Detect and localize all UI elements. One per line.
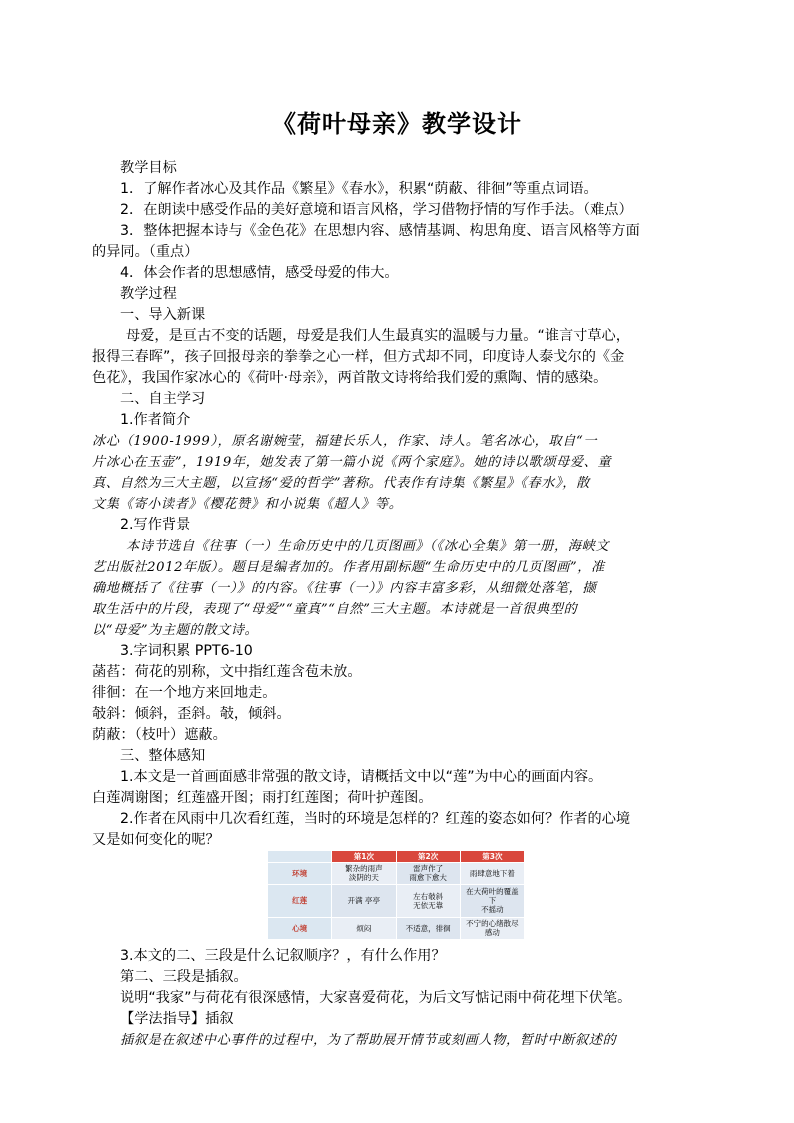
paragraph-line: 第二、三段是插叙。	[120, 969, 248, 985]
subsection-heading: 2.写作背景	[120, 517, 191, 533]
table-header-cell	[268, 851, 332, 863]
paragraph-line: 3.本文的二、三段是什么记叙顺序？，有什么作用？	[120, 948, 446, 964]
section-heading: 二、自主学习	[120, 391, 206, 407]
paragraph-line: 取生活中的片段，表现了“母爱”“童真”“自然”三大主题。本诗就是一首很典型的	[92, 602, 578, 617]
paragraph-line: 文集《寄小读者》《樱花赞》和小说集《超人》等。	[92, 497, 403, 512]
table-cell: 雨肆意地下着	[460, 862, 524, 884]
table-cell: 不宁的心绪散尽 感动	[460, 917, 524, 939]
vocab-line: 攲斜：倾斜，歪斜。攲，倾斜。	[92, 706, 291, 722]
paragraph-line: 2．在朗读中感受作品的美好意境和语言风格，学习借物抒情的写作手法。（难点）	[120, 202, 633, 218]
table-cell: 左右攲斜 无依无靠	[396, 884, 460, 917]
table-row	[268, 862, 525, 884]
paragraph-line: 冰心（1900-1999），原名谢婉莹，福建长乐人，作家、诗人。笔名冰心，取自“一	[92, 434, 598, 449]
table-row-label: 红莲	[268, 884, 332, 917]
vocab-line: 荫蔽：（枝叶）遮蔽。	[92, 727, 227, 743]
paragraph-line: 4．体会作者的思想感情，感受母爱的伟大。	[120, 265, 399, 281]
table-row-label: 环境	[268, 862, 332, 884]
red-lotus-table	[267, 850, 525, 940]
paragraph-line: 色花》，我国作家冰心的《荷叶·母亲》，两首散文诗将给我们爱的熏陶、情的感染。	[92, 370, 608, 386]
paragraph-line: 又是如何变化的呢？	[92, 832, 220, 848]
paragraph-line: 片冰心在玉壶”，1919年，她发表了第一篇小说《两个家庭》。她的诗以歌颂母爱、童	[92, 455, 612, 470]
section-heading: 三、整体感知	[120, 748, 206, 764]
vocab-line: 菡萏：荷花的别称，文中指红莲含苞未放。	[92, 664, 362, 680]
subsection-heading: 1.作者简介	[120, 412, 191, 428]
paragraph-line: 确地概括了《往事（一）》的内容。《往事（一）》内容丰富多彩，从细微处落笔，撷	[92, 581, 597, 596]
table-header-cell: 第1次	[332, 851, 396, 863]
section-heading: 教学目标	[120, 160, 177, 176]
table-row-label: 心境	[268, 917, 332, 939]
table-cell: 雷声作了 雨愈下愈大	[396, 862, 460, 884]
document-title: 《荷叶母亲》教学设计	[272, 110, 522, 138]
vocab-line: 徘徊：在一个地方来回地走。	[92, 685, 277, 701]
table-cell: 在大荷叶的覆盖下 不摇动	[460, 884, 524, 917]
paragraph-line: 1．了解作者冰心及其作品《繁星》《春水》，积累“荫蔽、徘徊”等重点词语。	[120, 181, 598, 197]
paragraph-line: 本诗节选自《往事（一）生命历史中的几页图画》（《冰心全集》第一册，海峡文	[126, 539, 610, 554]
paragraph-line: 白莲凋谢图；红莲盛开图；雨打红莲图；荷叶护莲图。	[92, 790, 433, 806]
paragraph-line: 2.作者在风雨中几次看红莲，当时的环境是怎样的？红莲的姿态如何？作者的心境	[120, 811, 631, 827]
table-row	[268, 917, 525, 939]
table-cell: 烦闷	[332, 917, 396, 939]
table-header-cell: 第2次	[396, 851, 460, 863]
table-header-row	[268, 851, 525, 863]
paragraph-line: 1.本文是一首画面感非常强的散文诗，请概括文中以“莲”为中心的画面内容。	[120, 769, 603, 785]
table-header-cell: 第3次	[460, 851, 524, 863]
method-guide-heading: 【学法指导】插叙	[120, 1011, 234, 1027]
paragraph-line: 说明“我家”与荷花有很深感情，大家喜爱荷花，为后文写惦记雨中荷花埋下伏笔。	[120, 990, 632, 1006]
paragraph-line: 以“母爱”为主题的散文诗。	[92, 623, 259, 638]
subsection-heading: 3.字词积累 PPT6-10	[120, 643, 253, 659]
table-cell: 开满 亭亭	[332, 884, 396, 917]
paragraph-line: 艺出版社2012年版）。题目是编者加的。作者用副标题“生命历史中的几页图画”，准	[92, 560, 605, 575]
table-cell: 繁杂的雨声 淡阴的天	[332, 862, 396, 884]
paragraph-line: 真、自然为三大主题，以宣扬“爱的哲学”著称。代表作有诗集《繁星》《春水》，散	[92, 476, 590, 491]
paragraph-line: 母爱，是亘古不变的话题，母爱是我们人生最真实的温暖与力量。“谁言寸草心，	[126, 328, 630, 344]
paragraph-line: 3．整体把握本诗与《金色花》在思想内容、感情基调、构思角度、语言风格等方面	[120, 223, 640, 239]
section-heading: 教学过程	[120, 286, 177, 302]
table-cell: 不适意，徘徊	[396, 917, 460, 939]
paragraph-line: 报得三春晖”，孩子回报母亲的拳拳之心一样，但方式却不同，印度诗人泰戈尔的《金	[92, 349, 625, 365]
table-row	[268, 884, 525, 917]
paragraph-line: 插叙是在叙述中心事件的过程中，为了帮助展开情节或刻画人物，暂时中断叙述的	[120, 1033, 617, 1048]
paragraph-line: 的异同。（重点）	[92, 244, 199, 260]
section-heading: 一、导入新课	[120, 307, 206, 323]
